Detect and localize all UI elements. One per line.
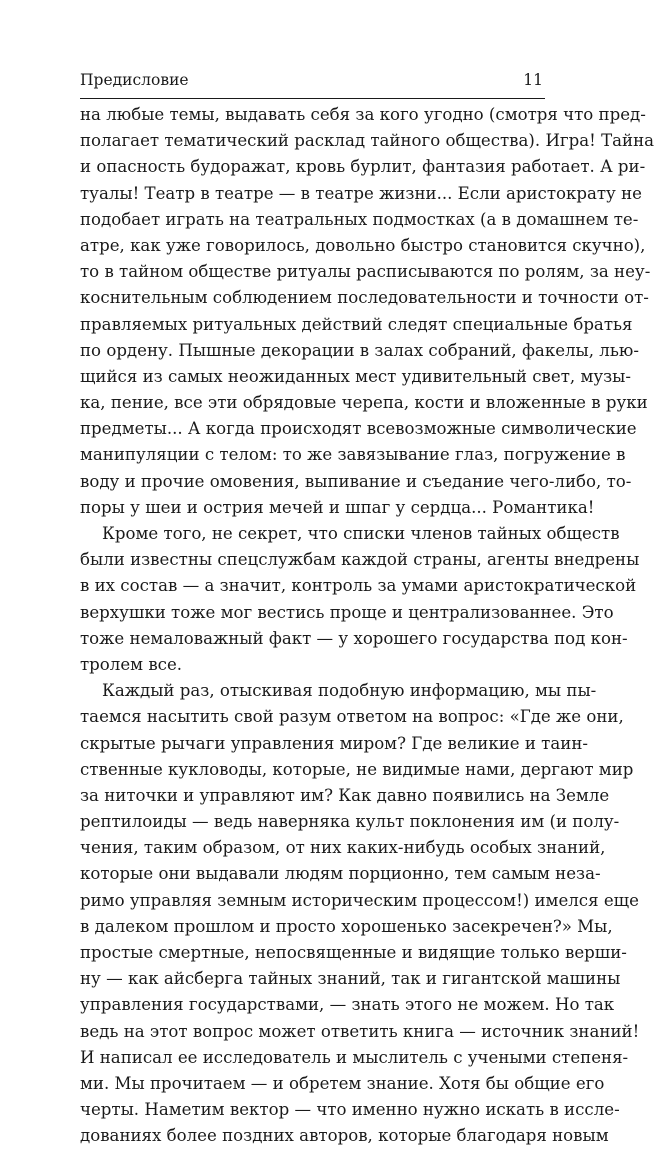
text-line: таемся насытить свой разум ответом на вопрос: «Где же они, xyxy=(80,707,624,727)
text-line: подобает играть на театральных подмостках (а в домашнем те- xyxy=(80,209,639,229)
text-line: чения, таким образом, от них каких-нибудь особых знаний, xyxy=(80,838,606,858)
text-line: верхушки тоже мог вестись проще и централизованнее. Это xyxy=(80,602,614,622)
text-line: полагает тематический расклад тайного общества). Игра! Тайна xyxy=(80,131,654,151)
text-line: ведь на этот вопрос может ответить книга — источник знаний! xyxy=(80,1021,640,1041)
text-line: в далеком прошлом и просто хорошенько засекречен?» Мы, xyxy=(80,916,613,936)
text-line: правляемых ритуальных действий следят специальные братья xyxy=(80,314,633,334)
text-line: воду и прочие омовения, выпивание и съедание чего-либо, то- xyxy=(80,471,632,491)
text-line: и опасность будоражат, кровь бурлит, фантазия работает. А ри- xyxy=(80,157,646,177)
running-head xyxy=(80,68,545,92)
text-line: манипуляции с телом: то же завязывание глаз, погружение в xyxy=(80,445,626,465)
text-line: черты. Наметим вектор — что именно нужно искать в иссле- xyxy=(80,1100,620,1120)
text-line: Кроме того, не секрет, что списки членов тайных обществ xyxy=(102,524,620,543)
text-line: за ниточки и управляют им? Как давно появились на Земле xyxy=(80,785,610,805)
text-line: по ордену. Пышные декорации в залах собраний, факелы, лью- xyxy=(80,340,639,360)
text-line: ну — как айсберга тайных знаний, так и гигантской машины xyxy=(80,969,621,989)
text-line: ми. Мы прочитаем — и обретем знание. Хотя бы общие его xyxy=(80,1073,605,1093)
text-line: которые они выдавали людям порционно, тем самым неза- xyxy=(80,864,601,884)
text-line: простые смертные, непосвященные и видящие только верши- xyxy=(80,943,627,962)
header-rule xyxy=(80,98,545,99)
text-line: тоже немаловажный факт — у хорошего государства под кон- xyxy=(80,628,628,648)
text-line: И написал ее исследователь и мыслитель с учеными степеня- xyxy=(80,1047,629,1067)
text-line: коснительным соблюдением последовательности и точности от- xyxy=(80,288,649,308)
text-line: туалы! Театр в театре — в театре жизни... Если аристократу не xyxy=(80,183,642,203)
text-line: в их состав — а значит, контроль за умами аристократической xyxy=(80,576,637,596)
text-line: ственные кукловоды, которые, не видимые нами, дергают мир xyxy=(80,759,634,779)
book-page xyxy=(80,0,654,1146)
text-line: рептилоиды — ведь наверняка культ поклонения им (и полу- xyxy=(80,812,620,832)
text-line: дованиях более поздних авторов, которые благодаря новым xyxy=(80,1126,609,1146)
text-line: атре, как уже говорилось, довольно быстро становится скучно), xyxy=(80,235,646,255)
page-number: 11 xyxy=(523,71,543,89)
text-line: Каждый раз, отыскивая подобную информацию, мы пы- xyxy=(102,681,597,701)
text-line: щийся из самых неожиданных мест удивительный свет, музы- xyxy=(80,366,631,386)
text-line: римо управляя земным историческим процессом!) имелся еще xyxy=(80,890,639,910)
text-line: ка, пение, все эти обрядовые черепа, кости и вложенные в руки xyxy=(80,393,648,413)
body-text xyxy=(80,102,654,1150)
text-line: скрытые рычаги управления миром? Где великие и таин- xyxy=(80,733,588,753)
text-line: предметы... А когда происходят всевозможные символические xyxy=(80,419,637,439)
text-line: на любые темы, выдавать себя за кого угодно (смотря что пред- xyxy=(80,105,646,124)
text-line: тролем все. xyxy=(80,654,183,674)
text-line: поры у шеи и острия мечей и шпаг у сердца... Романтика! xyxy=(80,497,595,517)
text-line: управления государствами, — знать этого не можем. Но так xyxy=(80,995,615,1015)
section-title: Предисловие xyxy=(80,71,189,89)
text-line: были известны спецслужбам каждой страны, агенты внедрены xyxy=(80,550,640,570)
text-line: то в тайном обществе ритуалы расписываются по ролям, за неу- xyxy=(80,262,651,282)
